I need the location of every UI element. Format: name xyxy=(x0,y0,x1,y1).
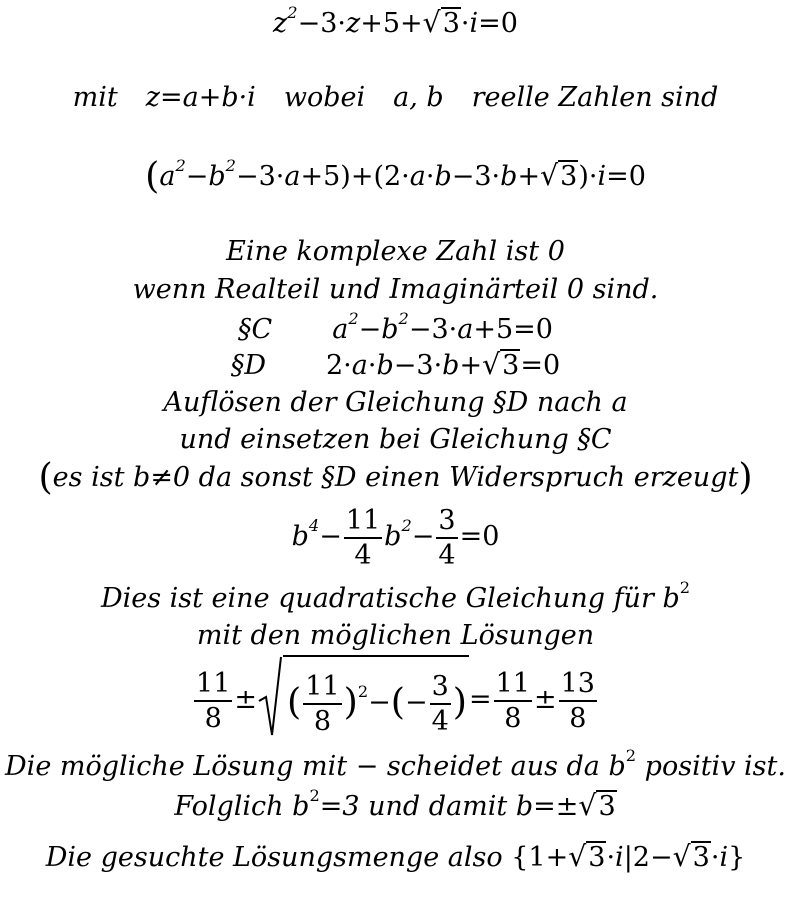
fraction xyxy=(344,504,382,572)
math-op: )· xyxy=(578,161,598,192)
numerator: 3 xyxy=(436,504,457,539)
math-op: {1+ xyxy=(511,842,569,873)
final-solution-set xyxy=(0,840,791,875)
square-root: √3 xyxy=(422,6,460,39)
text-solution-set-label: Die gesuchte Lösungsmenge also xyxy=(45,842,503,873)
math-op: − xyxy=(358,314,382,345)
fraction xyxy=(430,670,451,738)
numerator: 11 xyxy=(344,504,382,539)
fraction xyxy=(194,667,232,735)
paren: ( xyxy=(145,154,160,197)
denominator: 8 xyxy=(204,702,222,734)
text-reelle-zahlen: reelle Zahlen sind xyxy=(471,82,719,113)
numerator: 11 xyxy=(303,670,341,705)
text-quadratic-in-b2 xyxy=(0,578,791,616)
text-wobei: wobei xyxy=(283,82,366,113)
math-var: z xyxy=(345,8,361,39)
math-op: −3· xyxy=(408,314,458,345)
math-z-definition: z=a+b·i xyxy=(145,82,256,113)
numerator: 11 xyxy=(494,667,532,702)
math-exp: 4 xyxy=(308,516,320,536)
text-b-value: =3 und damit b=± xyxy=(319,791,579,822)
math-var: a xyxy=(159,161,176,192)
square-root: √3 xyxy=(568,840,606,873)
math-op: − xyxy=(404,687,428,718)
math-var: a xyxy=(332,314,349,345)
text-conclusion-b xyxy=(0,786,791,824)
numerator: 3 xyxy=(430,670,451,705)
math-var: i xyxy=(469,8,479,39)
math-exp: 2 xyxy=(287,3,298,23)
math-op: − xyxy=(368,687,391,718)
fraction xyxy=(436,504,457,572)
radicand: 3 xyxy=(588,842,606,873)
text-b-nonzero-content: es ist b≠0 da sonst §D einen Widerspruch erzeugt xyxy=(52,462,739,493)
math-op: −3· xyxy=(451,161,501,192)
math-var: i xyxy=(719,842,729,873)
radicand xyxy=(283,655,469,746)
math-exp: 2 xyxy=(398,309,409,329)
radicand: 3 xyxy=(692,842,710,873)
math-op: =0 xyxy=(520,350,561,381)
denominator: 4 xyxy=(431,705,449,737)
square-root: √3 xyxy=(540,159,578,192)
math-op: −3· xyxy=(393,350,443,381)
equation-quartic xyxy=(0,503,791,571)
text-mit: mit xyxy=(72,82,118,113)
math-op: +5+ xyxy=(360,8,423,39)
math-op: −3· xyxy=(235,161,285,192)
math-op: · xyxy=(460,8,470,39)
denominator: 4 xyxy=(354,539,372,571)
square-root: √3 xyxy=(578,789,616,822)
math-op: |2− xyxy=(623,842,673,873)
fraction xyxy=(559,667,597,735)
equation-d xyxy=(0,348,791,383)
paren: ( xyxy=(287,680,302,723)
text-quadratic-content: Dies ist eine quadratische Gleichung für b xyxy=(100,583,680,614)
square-root-large xyxy=(257,655,469,746)
math-var: a xyxy=(351,350,368,381)
paren: ) xyxy=(452,680,467,723)
equation-label-c: §C xyxy=(238,314,273,345)
math-op: − xyxy=(319,521,342,552)
square-root: √3 xyxy=(672,840,710,873)
math-var: z xyxy=(273,8,288,39)
math-op: · xyxy=(606,842,616,873)
radicand: 3 xyxy=(442,8,460,39)
paren: ) xyxy=(343,680,358,723)
equation-c xyxy=(0,309,791,347)
math-op: } xyxy=(728,842,746,873)
math-op: + xyxy=(517,161,541,192)
math-exp: 2 xyxy=(225,156,236,176)
equation-expanded xyxy=(0,154,791,197)
radicand: 3 xyxy=(560,161,578,192)
text-real-imag-part: wenn Realteil und Imaginärteil 0 sind. xyxy=(132,274,659,305)
denominator: 8 xyxy=(569,702,587,734)
math-var: b xyxy=(291,521,309,552)
math-op: =0 xyxy=(459,521,500,552)
math-var: b xyxy=(442,350,460,381)
math-var: a xyxy=(409,161,426,192)
equation-solutions xyxy=(0,655,791,741)
math-exp: 2 xyxy=(357,682,369,702)
math-ab: a, b xyxy=(393,82,444,113)
math-op: − xyxy=(185,161,209,192)
math-var: b xyxy=(376,350,394,381)
math-exp: 2 xyxy=(401,516,412,536)
math-var: a xyxy=(284,161,301,192)
math-var: b xyxy=(434,161,452,192)
math-op: =0 xyxy=(606,161,646,192)
denominator: 8 xyxy=(313,705,331,737)
fraction xyxy=(303,670,341,738)
math-op: · xyxy=(710,842,720,873)
text-minus-excluded xyxy=(0,746,791,784)
math-op: =0 xyxy=(478,8,518,39)
text-folglich: Folglich b xyxy=(174,791,310,822)
math-var: a xyxy=(457,314,474,345)
radicand: 3 xyxy=(598,791,616,822)
denominator: 4 xyxy=(438,539,456,571)
text-solve-d: Auflösen der Gleichung §D nach a xyxy=(163,387,628,418)
text-minus-excluded-content: Die mögliche Lösung mit − scheidet aus da b xyxy=(5,751,626,782)
paren: ) xyxy=(738,455,753,498)
math-exp: 2 xyxy=(679,578,691,598)
math-op: + xyxy=(459,350,483,381)
math-exp: 2 xyxy=(175,156,186,176)
math-op: · xyxy=(425,161,435,192)
text-possible-solutions: mit den möglichen Lösungen xyxy=(196,620,595,651)
fraction xyxy=(494,667,532,735)
paren: ( xyxy=(38,455,53,498)
math-exp: 2 xyxy=(625,746,637,766)
math-exp: 2 xyxy=(309,786,320,806)
math-op: +5)+(2· xyxy=(300,161,410,192)
numerator: 11 xyxy=(194,667,232,702)
math-var: b xyxy=(500,161,518,192)
radicand: 3 xyxy=(502,350,520,381)
text-positive: positiv ist. xyxy=(636,751,786,782)
equation-1 xyxy=(0,3,791,41)
math-var: b xyxy=(381,314,399,345)
paren: ( xyxy=(390,680,405,723)
plus-minus: ± xyxy=(533,684,557,715)
math-op: = xyxy=(469,684,492,715)
square-root: √3 xyxy=(482,348,520,381)
definition-line xyxy=(0,81,791,115)
numerator: 13 xyxy=(559,667,597,702)
denominator: 8 xyxy=(504,702,522,734)
text-substitute-c: und einsetzen bei Gleichung §C xyxy=(179,424,612,455)
math-var: b xyxy=(384,521,402,552)
math-op: · xyxy=(367,350,377,381)
math-var: i xyxy=(597,161,607,192)
text-b-nonzero xyxy=(0,455,791,498)
text-complex-zero: Eine komplexe Zahl ist 0 xyxy=(226,236,565,267)
math-op: +5=0 xyxy=(473,314,553,345)
math-var: i xyxy=(615,842,624,873)
plus-minus: ± xyxy=(234,684,258,715)
math-exp: 2 xyxy=(348,309,359,329)
math-op: − xyxy=(411,521,435,552)
math-var: b xyxy=(208,161,226,192)
math-op: 2· xyxy=(326,350,352,381)
math-op: −3· xyxy=(297,8,346,39)
equation-label-d: §D xyxy=(230,350,266,381)
